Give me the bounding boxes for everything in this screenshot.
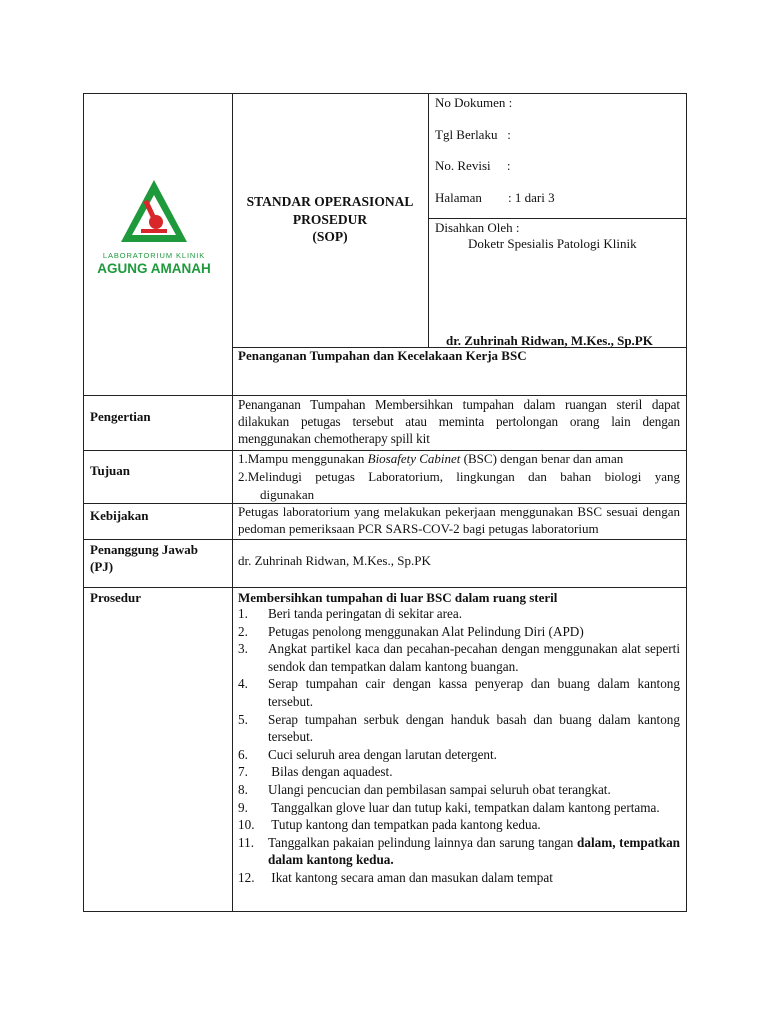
pj-label-line2: (PJ) [90,559,114,574]
step-text: Bilas dengan aquadest. [268,764,393,780]
step-text: Tanggalkan pakaian pelindung lainnya dan sarung tangan [268,834,578,850]
list-item [238,763,680,781]
microscope-icon-foot [141,229,167,233]
tujuan-item-1-italic: Biosafety Cabinet [367,451,461,466]
step-number: 6. [238,746,248,762]
list-item [238,605,680,623]
list-item [238,799,680,817]
prosedur-label: Prosedur [90,590,142,605]
pj-text: dr. Zuhrinah Ridwan, M.Kes., Sp.PK [238,553,431,568]
disahkan-jabatan: Doketr Spesialis Patologi Klinik [468,236,637,251]
prosedur-heading: Membersihkan tumpahan di luar BSC dalam ruang steril [238,590,558,605]
step-text: Tanggalkan glove luar dan tutup kaki, tempatkan dalam kantong pertama. [268,799,660,815]
list-item [238,781,680,799]
halaman-label: Halaman [435,190,482,205]
tujuan-item-1-post: (BSC) dengan benar dan aman [460,451,624,466]
step-text: Angkat partikel kaca dan pecahan-pecahan dengan menggunakan alat seperti sendok dan tempatkan dalam kantong buangan. [268,641,680,674]
no-dokumen: No Dokumen : [435,95,513,110]
disahkan-oleh: Disahkan Oleh : [435,220,520,235]
step-number: 4. [238,676,248,692]
step-text: Ikat kantong secara aman dan masukan dalam tempat [268,869,553,885]
no-revisi: No. Revisi : [435,158,511,173]
sop-title-line3: (SOP) [312,229,348,244]
microscope-icon-base [149,215,163,229]
step-text: Serap tumpahan serbuk dengan handuk basah dan buang dalam kantong tersebut. [268,711,680,745]
list-item [238,869,680,887]
list-item [238,640,680,675]
list-item [238,746,680,764]
step-number: 3. [238,641,248,657]
signatory-name: dr. Zuhrinah Ridwan, M.Kes., Sp.PK [446,333,653,348]
pj-label [90,541,198,575]
tujuan-label: Tujuan [90,463,130,478]
divider [83,587,687,588]
list-item [238,623,680,641]
step-text: Ulangi pencucian dan pembilasan sampai seluruh obat terangkat. [268,781,611,797]
pengertian-text: Penanganan Tumpahan Membersihkan tumpahan dalam ruangan steril dapat dilakukan petugas tersebut atau meminta pertolongan orang lain dengan menggunakan chemotherapy spill kit [238,397,680,446]
step-text-bold: dalam, tempatkan dalam kantong kedua. [268,834,680,868]
tujuan-item-2-cont: digunakan [260,487,315,502]
step-number: 2. [238,623,248,639]
step-number: 10. [238,817,255,833]
tujuan-item-1-pre: 1.Mampu menggunakan [238,451,368,466]
pj-label-line1: Penanggung Jawab [90,542,198,557]
tgl-berlaku: Tgl Berlaku : [435,127,511,142]
halaman-value: : 1 dari 3 [508,190,555,205]
step-text: Beri tanda peringatan di sekitar area. [268,606,463,621]
step-number: 9. [238,799,248,815]
logo-text-line1: LABORATORIUM KLINIK [102,251,206,260]
step-number: 7. [238,764,248,780]
sop-title [232,193,428,246]
step-number: 12. [238,869,255,885]
step-number: 1. [238,606,248,621]
step-text: Cuci seluruh area dengan larutan detergent. [268,746,497,762]
list-item [238,675,680,710]
document-title: Penanganan Tumpahan dan Kecelakaan Kerja BSC [238,348,527,363]
kebijakan-text: Petugas laboratorium yang melakukan pekerjaan menggunakan BSC sesuai dengan pedoman pemeriksaan PCR SARS-COV-2 bagi petugas laboratorium [238,504,680,536]
sop-title-line2: PROSEDUR [292,211,368,227]
divider [428,93,429,347]
divider [83,539,687,540]
step-number: 5. [238,711,248,727]
logo-text-line2: AGUNG AMANAH [97,261,211,276]
lab-logo [97,175,226,285]
step-number: 11. [238,834,254,850]
tujuan-item-1 [238,450,680,467]
step-number: 8. [238,781,248,797]
list-item [238,816,680,834]
list-item [238,834,680,869]
step-text: Petugas penolong menggunakan Alat Pelindung Diri (APD) [268,623,584,639]
sop-title-line1: STANDAR OPERASIONAL [246,194,414,209]
kebijakan-label: Kebijakan [90,508,149,523]
tujuan-item-2: 2.Melindugi petugas Laboratorium, lingkungan dan bahan biologi yang [238,469,680,484]
pengertian-label: Pengertian [90,409,151,424]
step-text: Tutup kantong dan tempatkan pada kantong kedua. [268,817,541,833]
prosedur-steps [238,605,680,887]
list-item [238,711,680,746]
step-text: Serap tumpahan cair dengan kassa penyerap dan buang dalam kantong tersebut. [268,676,680,709]
divider [232,395,233,912]
